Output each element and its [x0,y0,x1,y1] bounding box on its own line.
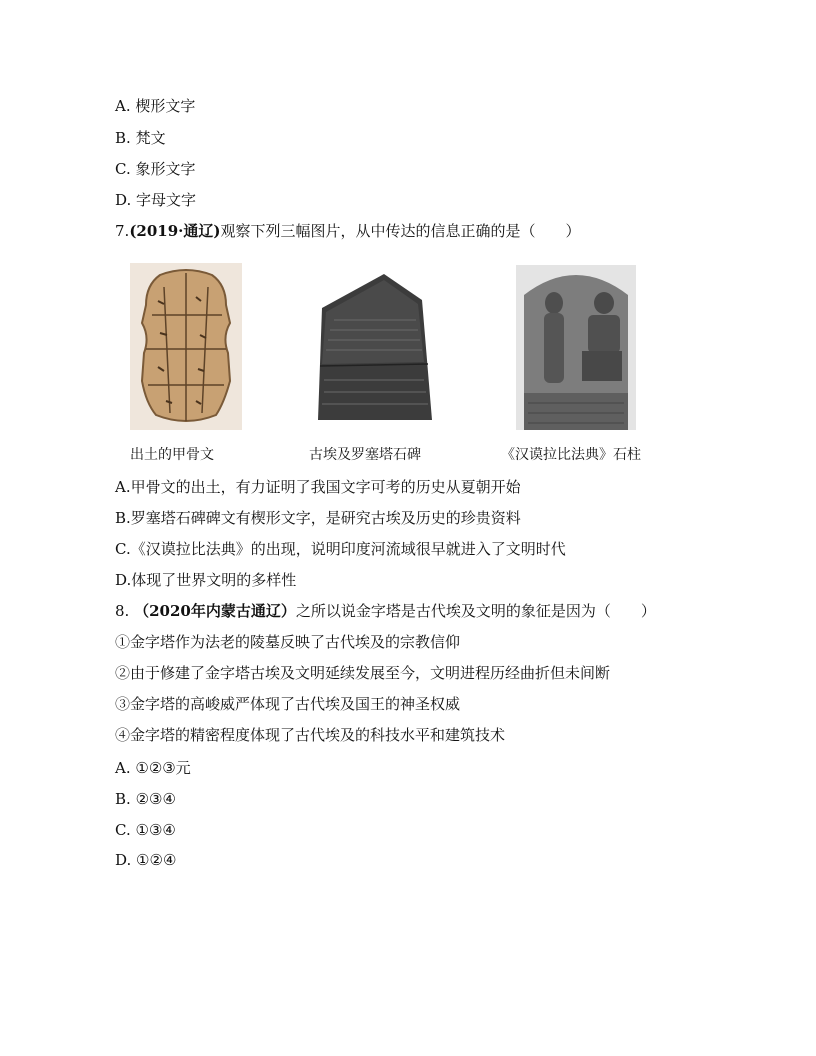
caption-oracle-bone: 出土的甲骨文 [130,447,214,463]
rosetta-stone-image [312,270,434,422]
oracle-bone-image [130,263,242,430]
hammurabi-stele-image [516,265,636,430]
q6-option-a: A. 楔形文字 [115,97,196,115]
q8-statement-2: ②由于修建了金字塔古埃及文明延续发展至今，文明进程历经曲折但未间断 [115,664,611,682]
q7-option-a: A.甲骨文的出土，有力证明了我国文字可考的历史从夏朝开始 [115,478,521,496]
q6-option-d: D. 字母文字 [115,191,197,209]
q7-option-d: D.体现了世界文明的多样性 [115,571,297,589]
q6-option-c: C. 象形文字 [115,160,196,178]
caption-rosetta-stone: 古埃及罗塞塔石碑 [309,447,421,463]
q6-option-b: B. 梵文 [115,129,166,147]
q8-statement-1: ①金字塔作为法老的陵墓反映了古代埃及的宗教信仰 [115,633,461,651]
q8-statement-3: ③金字塔的高峻威严体现了古代埃及国王的神圣权威 [115,695,461,713]
q8-option-b: B. ②③④ [115,790,176,808]
q7-option-c: C.《汉谟拉比法典》的出现，说明印度河流域很早就进入了文明时代 [115,540,566,558]
q8-option-a: A. ①②③元 [115,759,191,777]
q7-option-b: B.罗塞塔石碑碑文有楔形文字，是研究古埃及历史的珍贵资料 [115,509,521,527]
caption-hammurabi-stele: 《汉谟拉比法典》石柱 [501,447,641,463]
q8-stem: 8. （2020年内蒙古通辽）之所以说金字塔是古代埃及文明的象征是因为（ ） [115,602,656,620]
q8-option-c: C. ①③④ [115,821,176,839]
q8-statement-4: ④金字塔的精密程度体现了古代埃及的科技水平和建筑技术 [115,726,506,744]
q8-option-d: D. ①②④ [115,851,177,869]
q7-stem: 7.(2019·通辽)观察下列三幅图片，从中传达的信息正确的是（ ） [115,222,581,240]
